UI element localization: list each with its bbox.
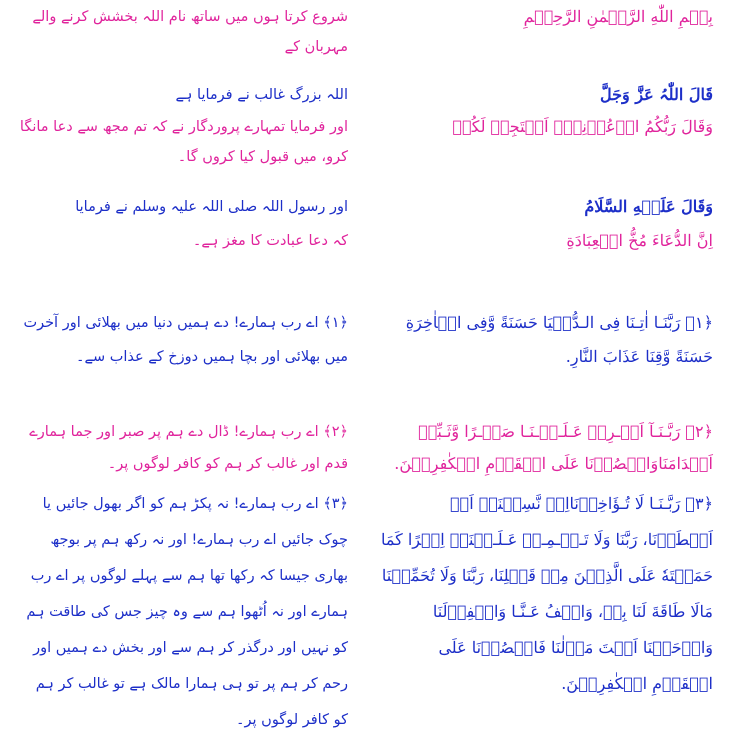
bismillah-urdu: شروع کرتا ہوں میں ساتھ نام اللہ بخشش کرنے والے مہربان کے [32,9,348,55]
bismillah-arabic: بِسۡمِ اللّٰهِ الرَّحۡمٰنِ الرَّحِیۡمِ [523,7,713,26]
dua-2-arabic: ﴿۲﴾ رَبَّـنَـآ اَفۡـرِغۡ عَـلَـیۡـنَـا صَبۡـرًا وَّثَـبِّتۡ اَقۡدَامَنَاوَانۡصُرۡنَا عَلَی الۡقَوۡمِ الۡکٰفِرِیۡنَ. [394,422,713,473]
udooni-arabic: وَقَالَ رَبُّکُمُ ادۡعُوۡنِیۡۤ اَسۡتَجِبۡ لَکُمۡ [452,117,713,136]
dua-3-arabic: ﴿۳﴾ رَبَّـنَـا لَا تُـؤَاخِذۡنَااِنۡ نَّسِیۡنَاۤ اَوۡ اَخۡطَاۡنَا، رَبَّنَا وَلَا تَـحۡـمِـلۡ عَـلَـیۡنَاۤ اِصۡرًا کَمَا حَمَلۡتَهٗ عَلَی الَّذِیۡنَ مِنۡ قَبۡلِنَا، رَبَّنَا وَلَا تُحَمِّلۡنَا مَالَا طَاقَةَ لَنَا بِهٖ، وَاعۡفُ عَـنَّـا وَاغۡفِرۡلَنَا وَارۡحَمۡنَا اَنۡتَ مَوۡلٰنَا فَانۡصُرۡنَا عَلَی الۡقَوۡمِ الۡکٰفِرِیۡنَ. [380,494,713,693]
dua-mukh-arabic: اِنَّ الدُّعَاءَ مُخُّ الۡعِبَادَةِ [566,231,713,250]
udooni-urdu: اور فرمایا تمہارے پروردگار نے کہ تم مجھ سے دعا مانگا کرو، میں قبول کیا کروں گا۔ [19,119,348,165]
dua-mukh-row [0,226,743,256]
dua-1-urdu: ﴿۱﴾ اے رب ہمارے! دے ہمیں دنیا میں بھلائی اور آخرت میں بھلائی اور بچا ہمیں دوزخ کے عذاب سے۔ [23,315,348,365]
dua-2-row [0,416,743,482]
qala-salam-urdu: اور رسول اللہ صلی اللہ علیہ وسلم نے فرمایا [75,199,348,215]
bismillah-row [0,2,743,64]
udooni-row [0,112,743,176]
dua-1-arabic: ﴿۱﴾ رَبَّنَـا اٰتِـنَا فِی الـدُّنۡیَا حَسَنَةً وَّفِی الۡاٰخِرَةِ حَسَنَةً وَّقِنَا عَذَابَ النَّارِ. [405,313,713,366]
dua-3-urdu: ﴿۳﴾ اے رب ہمارے! نہ پکڑ ہم کو اگر بھول جائیں یا چوک جائیں اے رب ہمارے! اور نہ رکھ ہم پر بوجھ بھاری جیسا کہ رکھا تھا ہم سے پہلے لوگوں پر اے رب ہمارے اور نہ اُٹھوا ہم سے وہ چیز جس کی طاقت ہم کو نہیں اور درگذر کر ہم سے اور بخش دے ہمیں اور رحم کر ہم پر تو ہی ہمارا مالک ہے تو غالب کر ہم کو کافر لوگوں پر۔ [26,496,348,728]
qala-salam-row [0,192,743,222]
dua-2-urdu: ﴿۲﴾ اے رب ہمارے! ڈال دے ہم پر صبر اور جما ہمارے قدم اور غالب کر ہم کو کافر لوگوں پر۔ [29,424,348,472]
qala-allah-arabic: قَالَ اللّٰہُ عَزَّ وَجَلَّ [600,85,713,104]
qala-allah-urdu: اللہ بزرگ غالب نے فرمایا ہے [175,87,348,103]
dua-1-row [0,306,743,402]
qala-allah-row [0,80,743,110]
qala-salam-arabic: وَقَالَ عَلَیۡهِ السَّلَامُ [584,197,713,216]
dua-mukh-urdu: کہ دعا عبادت کا مغز ہے۔ [192,233,348,249]
dua-3-row [0,486,743,748]
